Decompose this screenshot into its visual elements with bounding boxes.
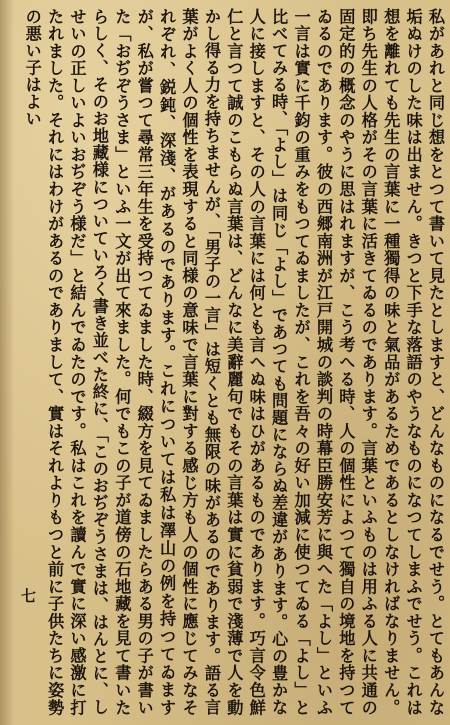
body-paragraph: 私があれと同じ想をとつて書いて見たとしますと、どんなものになるでせう。とてもあんな垢ぬけのした味は出ません。きつと下手な落語のやうなものになつてしまふでせう。これは想を離れても先生の言葉に一種獨得の味と氣品があるためであるとしなければなりません。即ち先生の人格がその言葉に活きてゐるのであります。言葉といふものは用ふる人に共通の固定的の概念のやうに思はれますが、こう考へる時、人の個性によつて獨自の境地を持つてゐるのであります。彼の西郷南洲が江戸開城の談判の時幕臣勝安芳に與へた「よし」といふ一言は實に千鈞の重みをもつてゐましたが、これを吾々の好い加減に使つてゐる「よし」と比べてみる時、「よし」は同じ「よし」であつても問題にならぬ差違があります。心の豊かな人に接しますと、その人の言葉には何とも言へぬ味はひがあるものであります。巧言令色鮮仁と言つて誠のこもらぬ言葉は、どんなに美辭麗句でもその言葉は實に貧弱で淺薄で人を動かし得る力を持ちませんが、「男子の一言」は短くとも無限の味があるのであります。語る言葉がよく人の個性を表現すると同様の意味で言葉に對する感じ方も人の個性に應じてみなそれぞれ、鋭鈍、深淺、があるのであります。これについては私は澤山の例を持つてゐますが、私が嘗つて尋常三年生を受持つてゐました時、綴方を見てゐましたらある男の子が書いた「おぢぞうさま」といふ一文が出て來ました。何でもこの子が道傍の石地藏を見て書いたらしく、そのお地藏様についていろく書き並べた終に、「このおぢぞうさまは、はんとに、しせいの正しいよいおぢぞう様だ」と結んでゐたのです。私はこれを讀んで實に深い感激に打たれました。それにはわけがあるのでありまして、實はそれよりもつと前に子供たちに姿勢の悪い子はよい: [22, 8, 445, 716]
page-binding-shadow: [0, 0, 14, 725]
body-text: [22, 8, 446, 716]
page-number: 七: [19, 588, 37, 603]
